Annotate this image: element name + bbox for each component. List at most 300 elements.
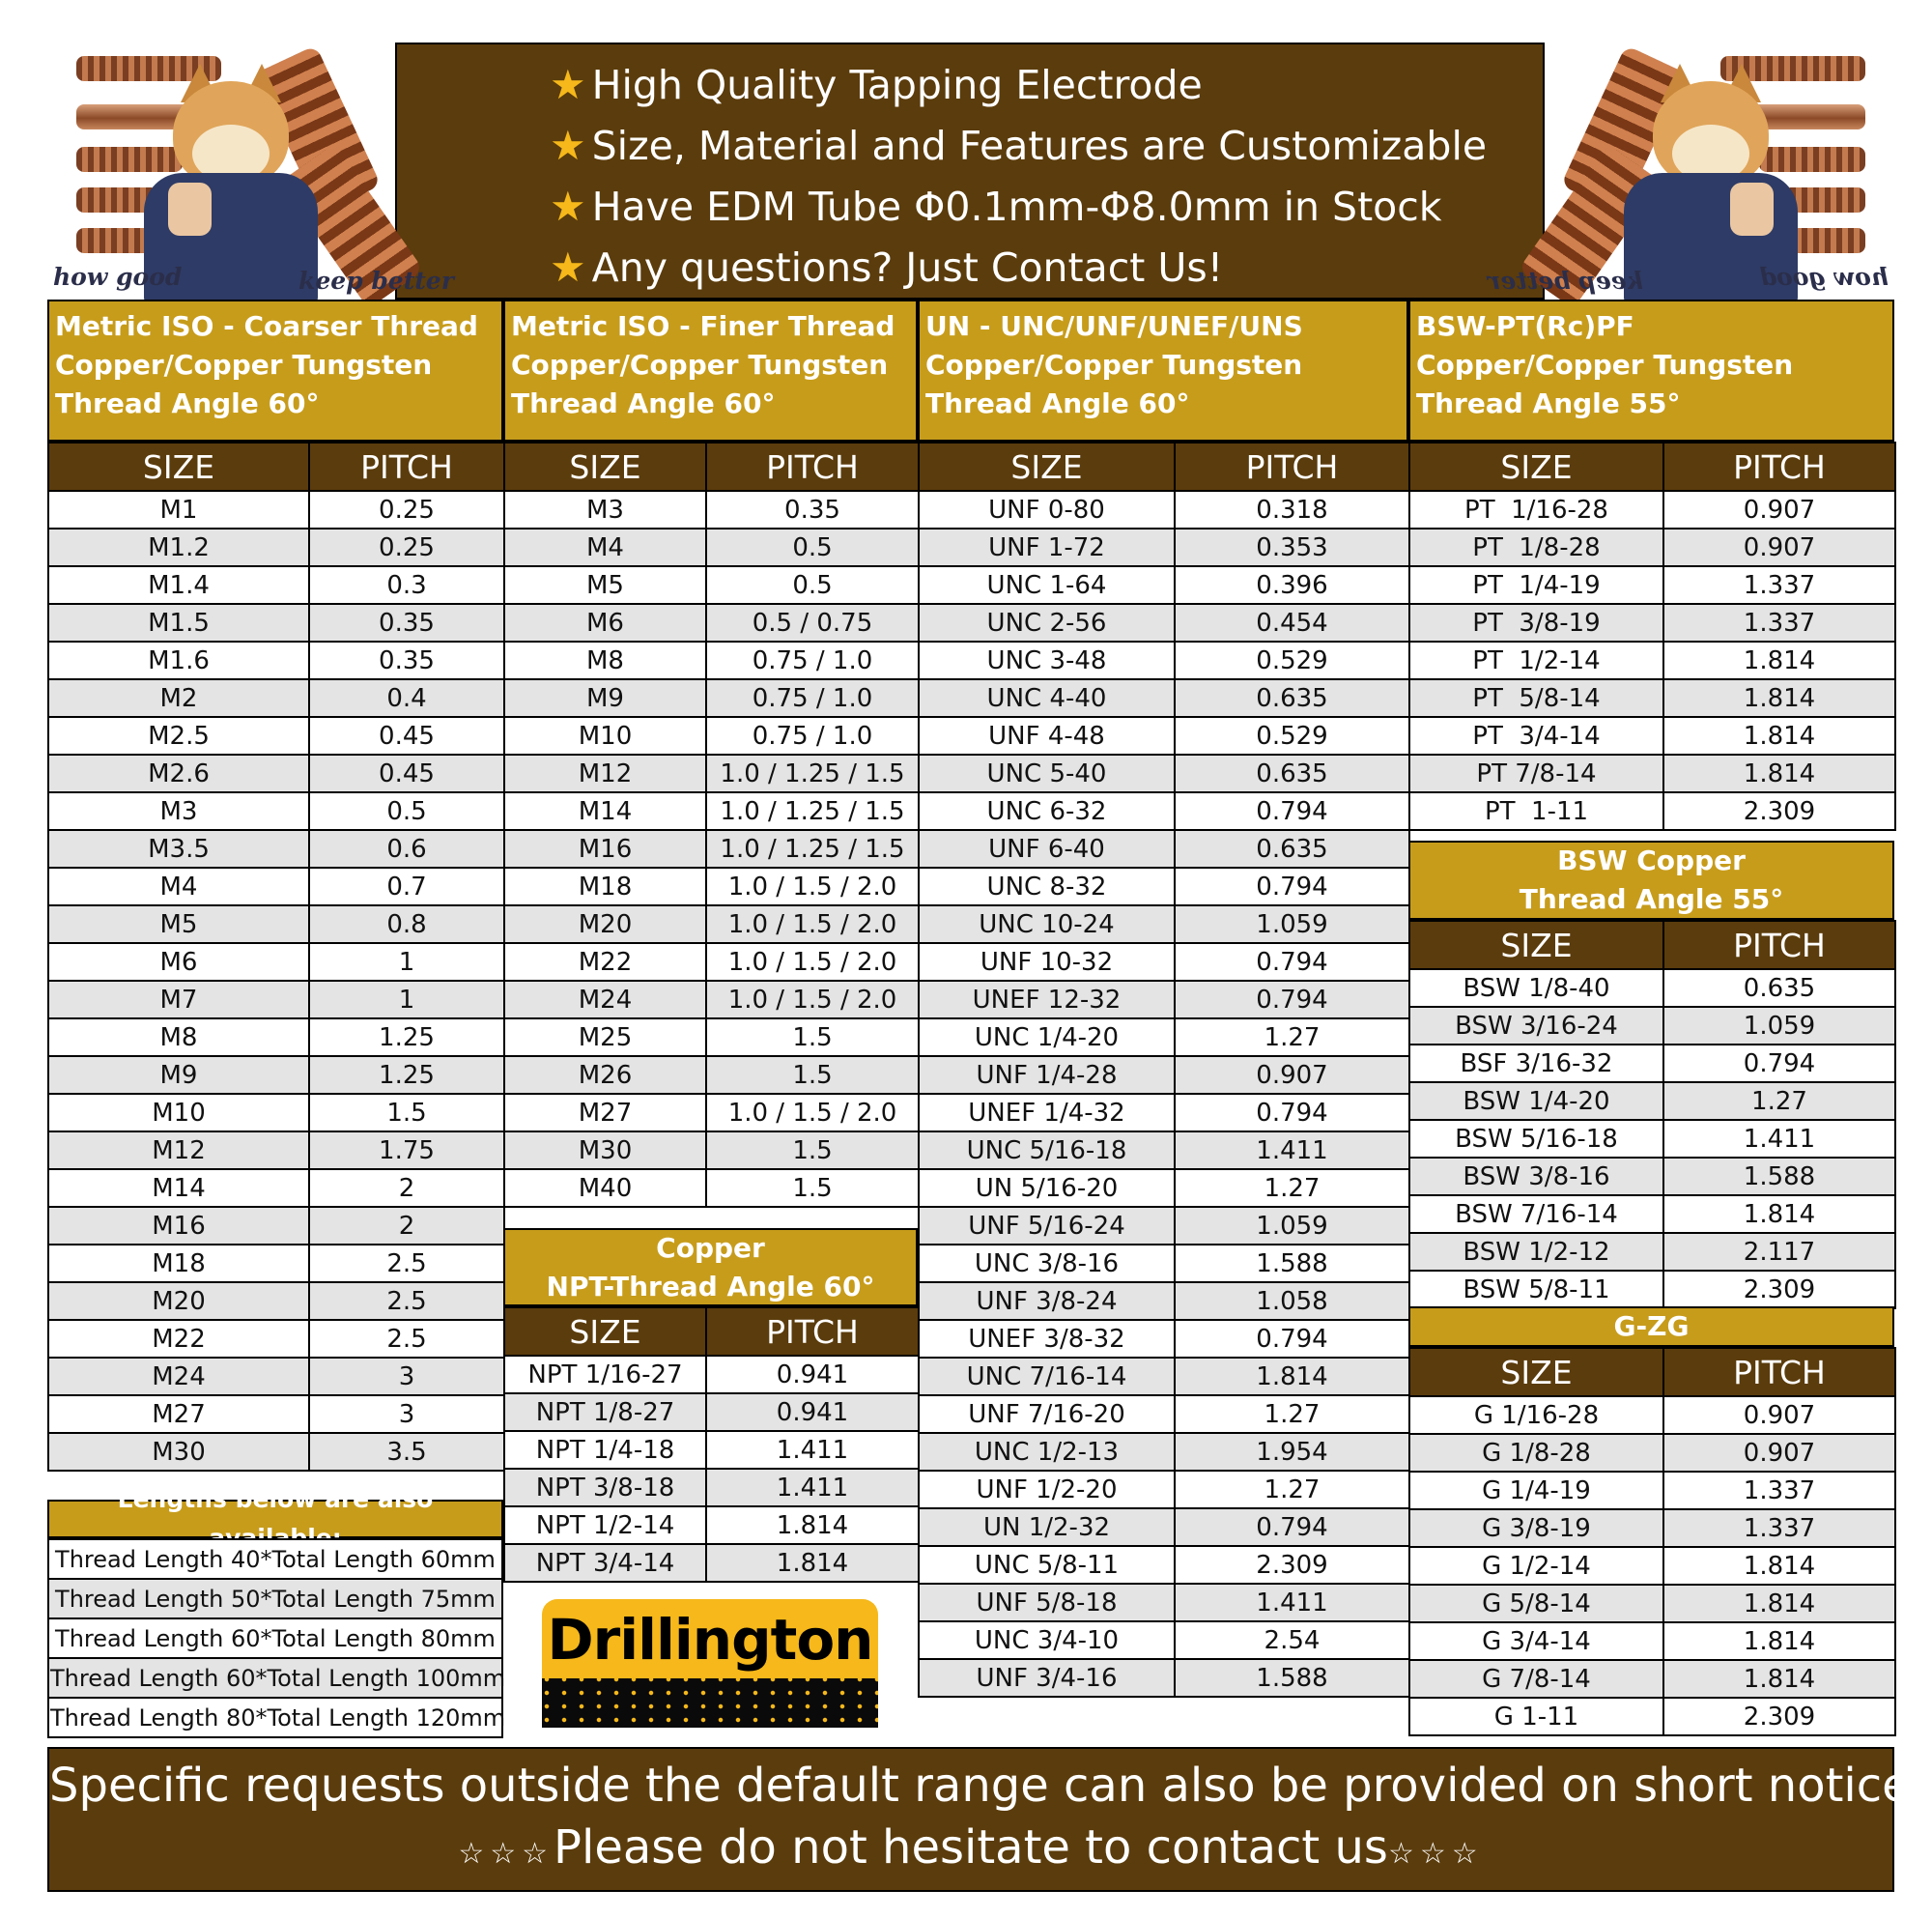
size-cell: UNF 3/8-24 — [919, 1282, 1175, 1320]
size-cell: M25 — [504, 1018, 706, 1056]
length-cell: Thread Length 40*Total Length 60mm — [48, 1539, 502, 1579]
size-cell: M4 — [504, 529, 706, 566]
table-row — [919, 1659, 1409, 1697]
pitch-cell: 0.794 — [1175, 981, 1409, 1018]
pitch-cell: 2.5 — [309, 1245, 504, 1282]
length-row — [48, 1539, 502, 1579]
size-cell: M1.4 — [48, 566, 309, 604]
logo-dot-strip — [542, 1678, 878, 1728]
size-cell: M3.5 — [48, 830, 309, 868]
size-cell: M3 — [48, 792, 309, 830]
pitch-cell: 0.353 — [1175, 529, 1409, 566]
size-cell: M1.6 — [48, 642, 309, 679]
table-row — [1409, 1158, 1895, 1195]
table-row — [504, 1431, 919, 1469]
feature-line: ★ High Quality Tapping Electrode — [550, 61, 1203, 108]
table-row — [1409, 1509, 1895, 1547]
size-cell: UNC 3/8-16 — [919, 1245, 1175, 1282]
size-cell: UNF 6-40 — [919, 830, 1175, 868]
pitch-cell: 1.27 — [1663, 1082, 1895, 1120]
size-cell: M1.2 — [48, 529, 309, 566]
table-header-row — [48, 443, 504, 491]
size-cell: UNEF 12-32 — [919, 981, 1175, 1018]
table-row — [919, 1433, 1409, 1471]
table-row — [1409, 717, 1895, 755]
pitch-cell: 0.35 — [309, 642, 504, 679]
table-row — [919, 868, 1409, 905]
table-header-row — [1409, 1348, 1895, 1396]
pitch-cell: 0.45 — [309, 755, 504, 792]
pitch-cell: 2.117 — [1663, 1233, 1895, 1271]
section-title-npt: Copper NPT-Thread Angle 60° — [503, 1228, 918, 1306]
size-cell: M27 — [504, 1094, 706, 1131]
size-cell: BSW 1/2-12 — [1409, 1233, 1663, 1271]
table-row — [48, 1358, 504, 1395]
pitch-cell: 1.814 — [1663, 679, 1895, 717]
table-row — [504, 1169, 919, 1207]
size-cell: BSF 3/16-32 — [1409, 1045, 1663, 1082]
pitch-cell: 1.337 — [1663, 1509, 1895, 1547]
pitch-cell: 0.5 — [309, 792, 504, 830]
size-cell: BSW 1/4-20 — [1409, 1082, 1663, 1120]
table-row — [48, 943, 504, 981]
metric-coarse-table — [47, 442, 505, 1472]
pitch-cell: 1.411 — [706, 1431, 919, 1469]
size-cell: PT 1-11 — [1409, 792, 1663, 830]
section-title-bsw: BSW Copper Thread Angle 55° — [1408, 841, 1894, 920]
mascot-caption: keep better — [1488, 267, 1643, 295]
table-row — [1409, 1585, 1895, 1622]
table-row — [504, 1094, 919, 1131]
pitch-cell: 1.75 — [309, 1131, 504, 1169]
pitch-cell: 3.5 — [309, 1433, 504, 1471]
size-header: SIZE — [1409, 1348, 1663, 1396]
table-row — [1409, 1472, 1895, 1509]
pitch-cell: 1.814 — [706, 1544, 919, 1582]
pitch-cell: 1.0 / 1.25 / 1.5 — [706, 792, 919, 830]
table-row — [504, 792, 919, 830]
size-cell: M18 — [504, 868, 706, 905]
table-row — [504, 491, 919, 529]
table-header-row — [919, 443, 1409, 491]
size-cell: UNC 4-40 — [919, 679, 1175, 717]
pitch-cell: 0.529 — [1175, 717, 1409, 755]
footer-note: Specific requests outside the default range can also be provided on short notice. — [49, 1759, 1925, 1813]
pitch-cell: 0.35 — [706, 491, 919, 529]
pitch-cell: 1.954 — [1175, 1433, 1409, 1471]
pitch-cell: 1.059 — [1175, 905, 1409, 943]
size-cell: M26 — [504, 1056, 706, 1094]
size-cell: M22 — [48, 1320, 309, 1358]
size-cell: M9 — [504, 679, 706, 717]
pitch-header: PITCH — [706, 1307, 919, 1356]
size-cell: UNC 7/16-14 — [919, 1358, 1175, 1395]
pitch-cell: 1.588 — [1175, 1659, 1409, 1697]
table-row — [504, 566, 919, 604]
pitch-cell: 1.25 — [309, 1056, 504, 1094]
length-cell: Thread Length 50*Total Length 75mm — [48, 1579, 502, 1618]
lengths-title: Lengths below are also available: — [47, 1500, 503, 1538]
section-title-metric-fine: Metric ISO - Finer Thread Copper/Copper Tungsten Thread Angle 60° — [503, 300, 918, 442]
size-header: SIZE — [504, 1307, 706, 1356]
pitch-cell: 2.5 — [309, 1320, 504, 1358]
size-cell: UNF 3/4-16 — [919, 1659, 1175, 1697]
table-row — [919, 679, 1409, 717]
table-row — [48, 679, 504, 717]
table-row — [1409, 1120, 1895, 1158]
table-row — [48, 905, 504, 943]
length-cell: Thread Length 60*Total Length 100mm — [48, 1658, 502, 1698]
table-row — [504, 1131, 919, 1169]
table-row — [919, 1584, 1409, 1621]
table-row — [48, 1094, 504, 1131]
mascot-caption: keep better — [298, 267, 454, 295]
size-cell: UNC 6-32 — [919, 792, 1175, 830]
size-header: SIZE — [1409, 443, 1663, 491]
table-row — [504, 642, 919, 679]
table-row — [919, 1207, 1409, 1245]
pitch-cell: 0.794 — [1175, 792, 1409, 830]
table-row — [504, 1469, 919, 1506]
table-row — [48, 1395, 504, 1433]
size-cell: M20 — [48, 1282, 309, 1320]
size-cell: UNF 0-80 — [919, 491, 1175, 529]
pitch-cell: 1.337 — [1663, 1472, 1895, 1509]
table-row — [919, 1508, 1409, 1546]
pitch-cell: 0.75 / 1.0 — [706, 642, 919, 679]
size-cell: NPT 1/4-18 — [504, 1431, 706, 1469]
size-cell: PT 1/16-28 — [1409, 491, 1663, 529]
table-row — [48, 717, 504, 755]
table-row — [48, 755, 504, 792]
table-row — [919, 491, 1409, 529]
star-icon: ★ — [550, 183, 586, 230]
table-row — [919, 529, 1409, 566]
pitch-cell: 1.814 — [1663, 717, 1895, 755]
table-row — [1409, 1045, 1895, 1082]
size-cell: M2.6 — [48, 755, 309, 792]
table-row — [48, 1320, 504, 1358]
pitch-cell: 1.0 / 1.5 / 2.0 — [706, 981, 919, 1018]
size-cell: M16 — [48, 1207, 309, 1245]
length-cell: Thread Length 60*Total Length 80mm — [48, 1618, 502, 1658]
table-row — [1409, 642, 1895, 679]
size-cell: BSW 5/16-18 — [1409, 1120, 1663, 1158]
size-cell: M30 — [48, 1433, 309, 1471]
pitch-cell: 1.337 — [1663, 566, 1895, 604]
metric-fine-table — [503, 442, 920, 1208]
table-row — [504, 830, 919, 868]
pitch-cell: 0.529 — [1175, 642, 1409, 679]
size-cell: M24 — [48, 1358, 309, 1395]
table-row — [919, 1169, 1409, 1207]
gzg-table — [1408, 1347, 1896, 1736]
size-cell: M9 — [48, 1056, 309, 1094]
mascot-image-left — [47, 43, 454, 300]
table-row — [919, 981, 1409, 1018]
table-row — [919, 755, 1409, 792]
star-icon: ★ — [550, 122, 586, 169]
section-title-bsw-pt: BSW-PT(Rc)PF Copper/Copper Tungsten Thread Angle 55° — [1408, 300, 1894, 442]
size-cell: UNC 2-56 — [919, 604, 1175, 642]
pitch-cell: 1.411 — [1175, 1131, 1409, 1169]
table-row — [919, 905, 1409, 943]
table-row — [1409, 529, 1895, 566]
table-row — [919, 1546, 1409, 1584]
table-row — [504, 679, 919, 717]
size-cell: M14 — [504, 792, 706, 830]
size-cell: M22 — [504, 943, 706, 981]
size-cell: M24 — [504, 981, 706, 1018]
table-row — [919, 1056, 1409, 1094]
size-cell: NPT 1/16-27 — [504, 1356, 706, 1393]
pitch-cell: 0.907 — [1663, 1396, 1895, 1434]
table-row — [48, 604, 504, 642]
pitch-cell: 1.059 — [1175, 1207, 1409, 1245]
pitch-cell: 0.7 — [309, 868, 504, 905]
table-row — [504, 1544, 919, 1582]
pitch-cell: 1.059 — [1663, 1007, 1895, 1045]
size-cell: M6 — [504, 604, 706, 642]
table-row — [1409, 1271, 1895, 1308]
pitch-cell: 1.27 — [1175, 1395, 1409, 1433]
pitch-cell: 0.75 / 1.0 — [706, 679, 919, 717]
table-header-row — [504, 443, 919, 491]
size-cell: PT 3/8-19 — [1409, 604, 1663, 642]
table-header-row — [504, 1307, 919, 1356]
star-icon: ☆☆☆ — [1387, 1837, 1484, 1871]
size-cell: M16 — [504, 830, 706, 868]
pitch-cell: 1.0 / 1.5 / 2.0 — [706, 1094, 919, 1131]
size-cell: NPT 1/2-14 — [504, 1506, 706, 1544]
size-cell: UNC 1-64 — [919, 566, 1175, 604]
size-cell: BSW 5/8-11 — [1409, 1271, 1663, 1308]
pitch-cell: 0.318 — [1175, 491, 1409, 529]
size-cell: UNF 1/4-28 — [919, 1056, 1175, 1094]
size-cell: UNC 8-32 — [919, 868, 1175, 905]
pitch-cell: 0.794 — [1175, 1094, 1409, 1131]
pitch-cell: 1.814 — [1663, 755, 1895, 792]
size-cell: PT 1/4-19 — [1409, 566, 1663, 604]
size-cell: UN 5/16-20 — [919, 1169, 1175, 1207]
pitch-cell: 1 — [309, 981, 504, 1018]
pitch-cell: 1.814 — [1663, 1622, 1895, 1660]
pitch-cell: 0.25 — [309, 491, 504, 529]
pitch-cell: 1.27 — [1175, 1169, 1409, 1207]
pitch-cell: 0.8 — [309, 905, 504, 943]
size-header: SIZE — [504, 443, 706, 491]
footer-contact: ☆☆☆Please do not hesitate to contact us☆☆☆ — [458, 1820, 1484, 1875]
table-row — [504, 943, 919, 981]
pitch-cell: 1.5 — [309, 1094, 504, 1131]
size-cell: BSW 3/8-16 — [1409, 1158, 1663, 1195]
size-cell: G 1/16-28 — [1409, 1396, 1663, 1434]
pitch-cell: 2.309 — [1663, 1271, 1895, 1308]
table-row — [919, 1282, 1409, 1320]
size-cell: UNC 1/2-13 — [919, 1433, 1175, 1471]
bsw-pt-table — [1408, 442, 1896, 831]
table-header-row — [1409, 921, 1895, 969]
size-cell: UNC 3/4-10 — [919, 1621, 1175, 1659]
size-cell: UNF 10-32 — [919, 943, 1175, 981]
size-cell: M10 — [504, 717, 706, 755]
table-row — [504, 1356, 919, 1393]
npt-table — [503, 1306, 920, 1583]
pitch-cell: 0.75 / 1.0 — [706, 717, 919, 755]
size-cell: M1 — [48, 491, 309, 529]
pitch-cell: 1.411 — [706, 1469, 919, 1506]
un-table — [918, 442, 1410, 1698]
pitch-cell: 1.0 / 1.25 / 1.5 — [706, 830, 919, 868]
drillington-logo: Drillington — [542, 1599, 878, 1728]
table-row — [48, 1131, 504, 1169]
table-row — [919, 717, 1409, 755]
size-header: SIZE — [919, 443, 1175, 491]
table-row — [919, 604, 1409, 642]
table-row — [504, 1393, 919, 1431]
pitch-cell: 1.814 — [1663, 642, 1895, 679]
table-row — [919, 1358, 1409, 1395]
pitch-cell: 0.794 — [1175, 868, 1409, 905]
table-row — [919, 566, 1409, 604]
size-cell: M40 — [504, 1169, 706, 1207]
pitch-cell: 1.814 — [1663, 1195, 1895, 1233]
pitch-cell: 0.3 — [309, 566, 504, 604]
size-cell: M2 — [48, 679, 309, 717]
pitch-cell: 1.5 — [706, 1169, 919, 1207]
table-row — [1409, 792, 1895, 830]
size-cell: M12 — [48, 1131, 309, 1169]
table-row — [48, 1245, 504, 1282]
table-row — [504, 755, 919, 792]
pitch-cell: 1.0 / 1.5 / 2.0 — [706, 905, 919, 943]
table-row — [1409, 1233, 1895, 1271]
size-cell: UNF 7/16-20 — [919, 1395, 1175, 1433]
table-row — [919, 1621, 1409, 1659]
table-row — [48, 1207, 504, 1245]
size-cell: M7 — [48, 981, 309, 1018]
pitch-cell: 1 — [309, 943, 504, 981]
table-row — [48, 529, 504, 566]
feature-line: ★ Have EDM Tube Φ0.1mm-Φ8.0mm in Stock — [550, 183, 1442, 230]
pitch-cell: 1.588 — [1175, 1245, 1409, 1282]
pitch-cell: 1.411 — [1175, 1584, 1409, 1621]
table-row — [1409, 1434, 1895, 1472]
table-row — [1409, 755, 1895, 792]
size-cell: UNC 5/8-11 — [919, 1546, 1175, 1584]
pitch-cell: 0.635 — [1175, 755, 1409, 792]
size-cell: M5 — [504, 566, 706, 604]
size-cell: PT 5/8-14 — [1409, 679, 1663, 717]
size-cell: M30 — [504, 1131, 706, 1169]
size-cell: M12 — [504, 755, 706, 792]
size-cell: G 3/8-19 — [1409, 1509, 1663, 1547]
size-cell: UNF 1-72 — [919, 529, 1175, 566]
table-row — [48, 1169, 504, 1207]
pitch-cell: 1.0 / 1.5 / 2.0 — [706, 868, 919, 905]
table-row — [48, 642, 504, 679]
size-cell: G 5/8-14 — [1409, 1585, 1663, 1622]
pitch-cell: 1.814 — [706, 1506, 919, 1544]
mascot-caption: how good — [1759, 263, 1889, 291]
size-cell: UNF 5/8-18 — [919, 1584, 1175, 1621]
size-cell: M8 — [48, 1018, 309, 1056]
size-cell: NPT 1/8-27 — [504, 1393, 706, 1431]
size-cell: G 1-11 — [1409, 1698, 1663, 1735]
table-row — [1409, 1698, 1895, 1735]
size-cell: G 1/2-14 — [1409, 1547, 1663, 1585]
pitch-cell: 1.5 — [706, 1018, 919, 1056]
size-cell: UNF 5/16-24 — [919, 1207, 1175, 1245]
table-row — [1409, 491, 1895, 529]
table-row — [48, 1282, 504, 1320]
table-row — [504, 604, 919, 642]
pitch-cell: 0.635 — [1663, 969, 1895, 1007]
table-row — [48, 830, 504, 868]
pitch-cell: 1.814 — [1663, 1547, 1895, 1585]
size-cell: G 1/4-19 — [1409, 1472, 1663, 1509]
footer-banner — [47, 1747, 1925, 1892]
size-cell: NPT 3/8-18 — [504, 1469, 706, 1506]
pitch-header: PITCH — [309, 443, 504, 491]
length-cell: Thread Length 80*Total Length 120mm — [48, 1698, 502, 1737]
table-row — [1409, 1007, 1895, 1045]
feature-line: ★ Any questions? Just Contact Us! — [550, 243, 1224, 291]
size-cell: M4 — [48, 868, 309, 905]
pitch-cell: 2.54 — [1175, 1621, 1409, 1659]
pitch-cell: 0.396 — [1175, 566, 1409, 604]
pitch-cell: 1.25 — [309, 1018, 504, 1056]
pitch-cell: 1.27 — [1175, 1018, 1409, 1056]
size-cell: PT 1/2-14 — [1409, 642, 1663, 679]
pitch-cell: 0.794 — [1175, 943, 1409, 981]
table-row — [919, 792, 1409, 830]
pitch-cell: 0.907 — [1663, 491, 1895, 529]
mascot-caption: how good — [53, 263, 183, 291]
pitch-cell: 0.35 — [309, 604, 504, 642]
size-cell: UNEF 1/4-32 — [919, 1094, 1175, 1131]
table-row — [48, 1056, 504, 1094]
pitch-cell: 0.635 — [1175, 830, 1409, 868]
pitch-cell: 0.635 — [1175, 679, 1409, 717]
pitch-cell: 1.5 — [706, 1056, 919, 1094]
size-cell: M2.5 — [48, 717, 309, 755]
pitch-cell: 2 — [309, 1207, 504, 1245]
table-row — [919, 830, 1409, 868]
section-title-metric-coarse: Metric ISO - Coarser Thread Copper/Copper Tungsten Thread Angle 60° — [47, 300, 503, 442]
pitch-cell: 1.814 — [1663, 1585, 1895, 1622]
table-row — [919, 642, 1409, 679]
pitch-cell: 1.0 / 1.5 / 2.0 — [706, 943, 919, 981]
size-cell: G 1/8-28 — [1409, 1434, 1663, 1472]
pitch-cell: 0.794 — [1175, 1320, 1409, 1358]
pitch-cell: 0.454 — [1175, 604, 1409, 642]
pitch-cell: 0.907 — [1663, 529, 1895, 566]
star-icon: ☆☆☆ — [458, 1837, 554, 1871]
pitch-cell: 1.588 — [1663, 1158, 1895, 1195]
table-header-row — [1409, 443, 1895, 491]
size-cell: G 3/4-14 — [1409, 1622, 1663, 1660]
feature-line: ★ Size, Material and Features are Customizable — [550, 122, 1488, 169]
table-row — [504, 717, 919, 755]
size-cell: UNC 10-24 — [919, 905, 1175, 943]
header-banner — [395, 43, 1545, 300]
table-row — [504, 1018, 919, 1056]
size-cell: UN 1/2-32 — [919, 1508, 1175, 1546]
table-row — [504, 529, 919, 566]
table-row — [1409, 1547, 1895, 1585]
size-cell: M10 — [48, 1094, 309, 1131]
